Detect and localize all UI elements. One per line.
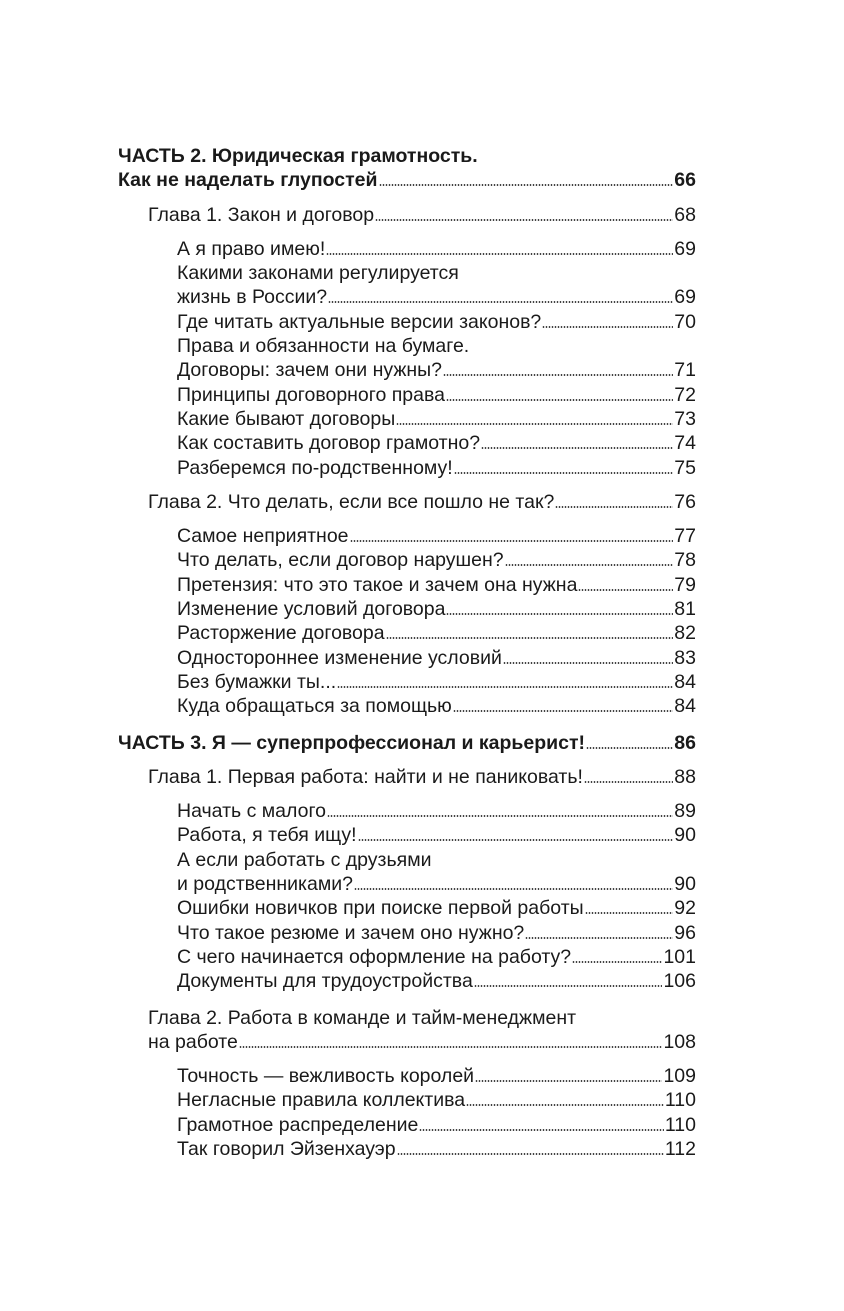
- toc-entry[interactable]: [118, 969, 696, 993]
- toc-entry[interactable]: [118, 573, 696, 597]
- dot-leader: [328, 301, 673, 303]
- section-title: Что такое резюме и зачем оно нужно?: [177, 921, 525, 944]
- page-number: 66: [674, 169, 696, 192]
- dot-leader: [350, 540, 674, 542]
- toc-entry[interactable]: [118, 921, 696, 945]
- chapter-1-sections: [118, 237, 696, 480]
- toc-entry-part-2[interactable]: [118, 168, 696, 192]
- section-title: Изменение условий договора: [177, 598, 446, 621]
- dot-leader: [572, 961, 662, 963]
- section-title: Как составить договор грамотно?: [177, 432, 481, 455]
- section-title-line: Права и обязанности на бумаге.: [177, 335, 470, 358]
- dot-leader: [503, 662, 673, 664]
- dot-leader: [375, 219, 673, 221]
- section-title: Разберемся по-родственному!: [177, 456, 453, 479]
- toc-entry[interactable]: [118, 670, 696, 694]
- page-number: 106: [663, 970, 696, 993]
- toc-entry[interactable]: [118, 799, 696, 823]
- page-number: 68: [674, 203, 696, 226]
- part-2-heading: ЧАСТЬ 2. Юридическая грамотность.: [118, 145, 478, 167]
- chapter-2-sections: [118, 524, 696, 718]
- section-title: Что делать, если договор нарушен?: [177, 549, 504, 572]
- dot-leader: [358, 839, 674, 841]
- section-title: Самое неприятное: [177, 525, 349, 548]
- page-number: 84: [674, 695, 696, 718]
- section-title: Где читать актуальные версии законов?: [177, 310, 542, 333]
- page-number: 110: [664, 1089, 696, 1112]
- toc-entry-chapter-2[interactable]: [118, 490, 696, 514]
- page-number: 77: [674, 525, 696, 548]
- dot-leader: [481, 447, 673, 449]
- toc-entry[interactable]: [118, 524, 696, 548]
- page-number: 96: [674, 921, 696, 944]
- toc-entry[interactable]: [118, 1088, 696, 1112]
- page-number: 109: [663, 1065, 696, 1088]
- toc-entry[interactable]: [118, 1113, 696, 1137]
- page-number: 108: [663, 1030, 696, 1053]
- dot-leader: [454, 472, 674, 474]
- dot-leader: [542, 326, 673, 328]
- dot-leader: [446, 399, 673, 401]
- page-number: 75: [674, 456, 696, 479]
- dot-leader: [505, 564, 674, 566]
- section-title: Одностороннее изменение условий: [177, 646, 502, 669]
- dot-leader: [397, 1153, 664, 1155]
- page-number: 70: [674, 310, 696, 333]
- toc-entry-chapter-1[interactable]: [118, 203, 696, 227]
- page-number: 90: [674, 873, 696, 896]
- dot-leader: [239, 1046, 663, 1048]
- section-title: Претензия: что это такое и зачем она нужна: [177, 573, 578, 596]
- toc-entry[interactable]: [118, 548, 696, 572]
- section-title: Какие бывают договоры: [177, 407, 396, 430]
- section-title: Грамотное распределение: [177, 1113, 419, 1136]
- chapter-4-sections: [118, 1064, 696, 1161]
- toc-entry[interactable]: [118, 237, 696, 261]
- page-number: 84: [674, 670, 696, 693]
- section-title: жизнь в России?: [177, 286, 328, 309]
- toc-entry[interactable]: [118, 1064, 696, 1088]
- page-number: 73: [674, 407, 696, 430]
- section-title: Начать с малого: [177, 800, 326, 823]
- section-title: Точность — вежливость королей: [177, 1065, 475, 1088]
- page-number: 71: [674, 359, 696, 382]
- chapter-title: Глава 2. Что делать, если все пошло не так?: [148, 490, 555, 513]
- dot-leader: [578, 589, 673, 591]
- toc-entry[interactable]: [118, 945, 696, 969]
- section-title: С чего начинается оформление на работу?: [177, 945, 572, 968]
- dot-leader: [386, 637, 674, 639]
- dot-leader: [396, 423, 673, 425]
- toc-entry[interactable]: [118, 621, 696, 645]
- page-number: 86: [674, 731, 696, 754]
- section-title: Так говорил Эйзенхауэр: [177, 1137, 396, 1160]
- toc-entry[interactable]: [118, 310, 696, 334]
- table-of-contents: [118, 144, 696, 1161]
- dot-leader: [466, 1104, 664, 1106]
- chapter-title: Глава 1. Первая работа: найти и не паниковать!: [148, 765, 583, 788]
- section-title: Негласные правила коллектива: [177, 1089, 466, 1112]
- page-number: 81: [674, 598, 696, 621]
- dot-leader: [586, 747, 673, 749]
- dot-leader: [453, 710, 674, 712]
- chapter-3-sections: [118, 799, 696, 993]
- page-number: 89: [674, 800, 696, 823]
- page-number: 112: [664, 1137, 696, 1160]
- section-title: Куда обращаться за помощью: [177, 695, 452, 718]
- page-number: 82: [674, 622, 696, 645]
- toc-entry[interactable]: [118, 694, 696, 718]
- page-number: 72: [674, 383, 696, 406]
- dot-leader: [446, 613, 673, 615]
- section-title: Документы для трудоустройства: [177, 970, 473, 993]
- page-number: 74: [674, 432, 696, 455]
- section-title: Работа, я тебя ищу!: [177, 824, 357, 847]
- toc-entry-chapter-1-part-3[interactable]: [118, 765, 696, 789]
- page-number: 69: [674, 286, 696, 309]
- section-title-line: А если работать с друзьями: [177, 848, 432, 871]
- page-number: 110: [664, 1113, 696, 1136]
- dot-leader: [327, 815, 673, 817]
- section-title: Принципы договорного права: [177, 383, 445, 406]
- page-number: 79: [674, 573, 696, 596]
- dot-leader: [555, 506, 673, 508]
- dot-leader: [525, 937, 673, 939]
- section-title: Договоры: зачем они нужны?: [177, 359, 443, 382]
- dot-leader: [585, 912, 674, 914]
- chapter-title: Глава 1. Закон и договор: [148, 203, 375, 226]
- part-3-title: ЧАСТЬ 3. Я — суперпрофессионал и карьерист!: [118, 731, 586, 754]
- dot-leader: [474, 985, 663, 987]
- dot-leader: [337, 686, 673, 688]
- toc-entry-chapter-2-part-3[interactable]: [118, 1030, 696, 1054]
- dot-leader: [379, 184, 674, 186]
- toc-entry[interactable]: [118, 407, 696, 431]
- section-title: А я право имею!: [177, 237, 326, 260]
- toc-entry-part-3[interactable]: [118, 731, 696, 755]
- page-number: 92: [674, 897, 696, 920]
- dot-leader: [475, 1080, 662, 1082]
- dot-leader: [354, 888, 673, 890]
- page-number: 101: [663, 945, 696, 968]
- page-number: 88: [674, 765, 696, 788]
- toc-entry[interactable]: [118, 896, 696, 920]
- page-number: 78: [674, 549, 696, 572]
- page-number: 83: [674, 646, 696, 669]
- chapter-title: на работе: [148, 1030, 238, 1053]
- page-number: 90: [674, 824, 696, 847]
- page-number: 69: [674, 237, 696, 260]
- toc-entry[interactable]: [118, 1137, 696, 1161]
- toc-entry[interactable]: [118, 597, 696, 621]
- dot-leader: [419, 1129, 664, 1131]
- dot-leader: [584, 781, 673, 783]
- toc-entry[interactable]: [118, 383, 696, 407]
- toc-entry[interactable]: [118, 285, 696, 309]
- part-2-title: Как не наделать глупостей: [118, 169, 378, 192]
- dot-leader: [326, 253, 673, 255]
- toc-entry[interactable]: [118, 456, 696, 480]
- section-title: Расторжение договора: [177, 622, 385, 645]
- toc-entry[interactable]: [118, 646, 696, 670]
- section-title: Ошибки новичков при поиске первой работы: [177, 897, 584, 920]
- page-number: 76: [674, 490, 696, 513]
- chapter-title-line: Глава 2. Работа в команде и тайм-менеджмент: [148, 1006, 577, 1029]
- section-title: Без бумажки ты...: [177, 670, 337, 693]
- toc-entry[interactable]: [118, 823, 696, 847]
- section-title: и родственниками?: [177, 873, 353, 896]
- dot-leader: [443, 374, 673, 376]
- section-title-line: Какими законами регулируется: [177, 262, 459, 285]
- toc-entry[interactable]: [118, 431, 696, 455]
- toc-entry[interactable]: [118, 358, 696, 382]
- toc-entry[interactable]: [118, 872, 696, 896]
